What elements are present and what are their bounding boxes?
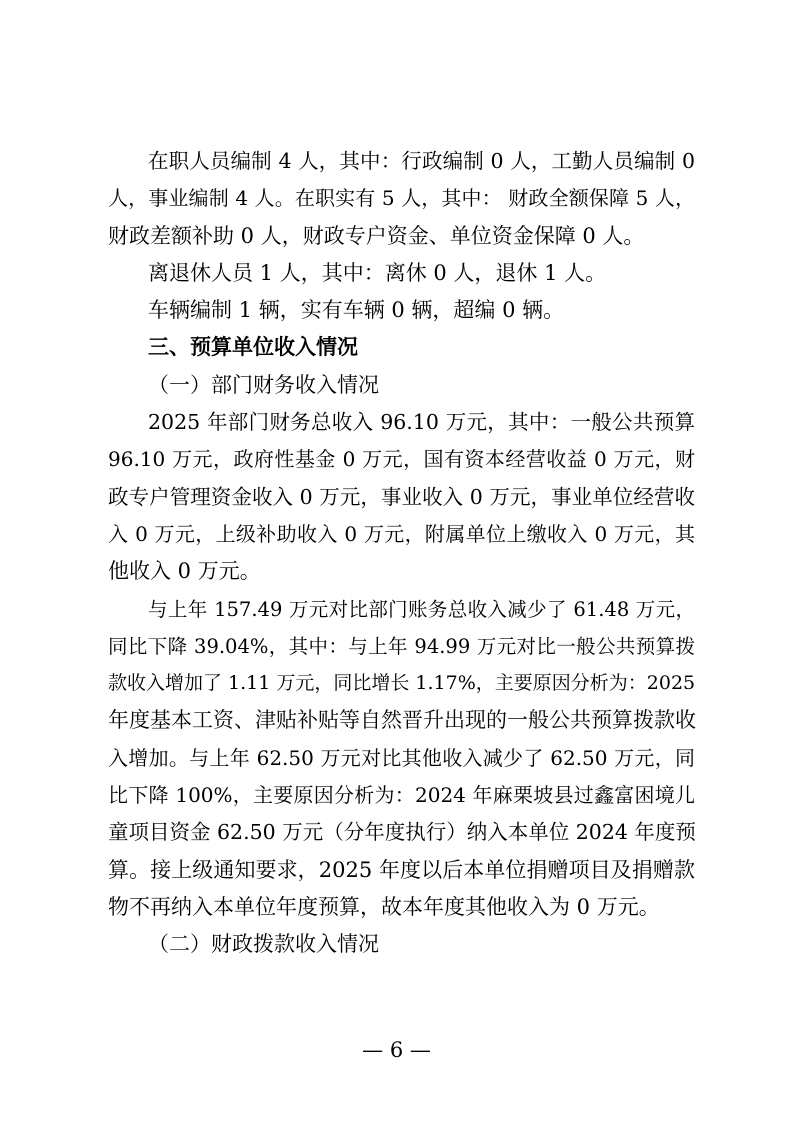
paragraph-comparison-line-5: 入增加。与上年 62.50 万元对比其他收入减少了 62.50 万元，同 [108,745,695,770]
document-body [108,143,695,964]
paragraph-total-income-line-5: 他收入 0 万元。 [108,559,261,584]
paragraph-comparison-line-4: 年度基本工资、津贴补贴等自然晋升出现的一般公共预算拨款收 [108,708,696,733]
paragraph-comparison-line-1: 与上年 157.49 万元对比部门账务总收入减少了 61.48 万元， [148,597,695,621]
paragraph-comparison-line-2: 同比下降 39.04%，其中：与上年 94.99 万元对比一般公共预算拨 [108,634,695,658]
paragraph-total-income-line-3: 政专户管理资金收入 0 万元，事业收入 0 万元，事业单位经营收 [108,484,695,509]
page-number: — 6 — [362,1038,431,1062]
paragraph-total-income-line-1: 2025 年部门财务总收入 96.10 万元，其中：一般公共预算 [148,410,695,435]
paragraph-retired-staff: 离退休人员 1 人，其中：离休 0 人，退休 1 人。 [148,260,607,285]
paragraph-total-income-line-4: 入 0 万元，上级补助收入 0 万元，附属单位上缴收入 0 万元，其 [108,521,695,546]
paragraph-staffing-line-3: 财政差额补助 0 人，财政专户资金、单位资金保障 0 人。 [108,223,645,248]
paragraph-comparison-line-8: 算。接上级通知要求，2025 年度以后本单位捐赠项目及捐赠款 [108,857,695,882]
paragraph-comparison-line-3: 款收入增加了 1.11 万元，同比增长 1.17%，主要原因分析为：2025 [108,672,696,695]
paragraph-staffing-line-1: 在职人员编制 4 人，其中：行政编制 0 人，工勤人员编制 0 [148,149,695,173]
subsection-heading-fiscal-appropriation: （二）财政拨款收入情况 [148,932,379,957]
paragraph-comparison-line-7: 童项目资金 62.50 万元（分年度执行）纳入本单位 2024 年度预 [108,820,696,845]
section-heading-income: 三、预算单位收入情况 [148,335,358,360]
paragraph-comparison-line-6: 比下降 100%，主要原因分析为：2024 年麻栗坡县过鑫富困境儿 [108,783,695,808]
paragraph-total-income-line-2: 96.10 万元，政府性基金 0 万元，国有资本经营收益 0 万元，财 [108,447,695,472]
paragraph-vehicles: 车辆编制 1 辆，实有车辆 0 辆，超编 0 辆。 [148,298,565,323]
paragraph-staffing-line-2: 人，事业编制 4 人。在职实有 5 人，其中： 财政全额保障 5 人， [108,186,695,211]
subsection-heading-department-income: （一）部门财务收入情况 [148,372,379,397]
paragraph-comparison-line-9: 物不再纳入本单位年度预算，故本年度其他收入为 0 万元。 [108,894,660,919]
